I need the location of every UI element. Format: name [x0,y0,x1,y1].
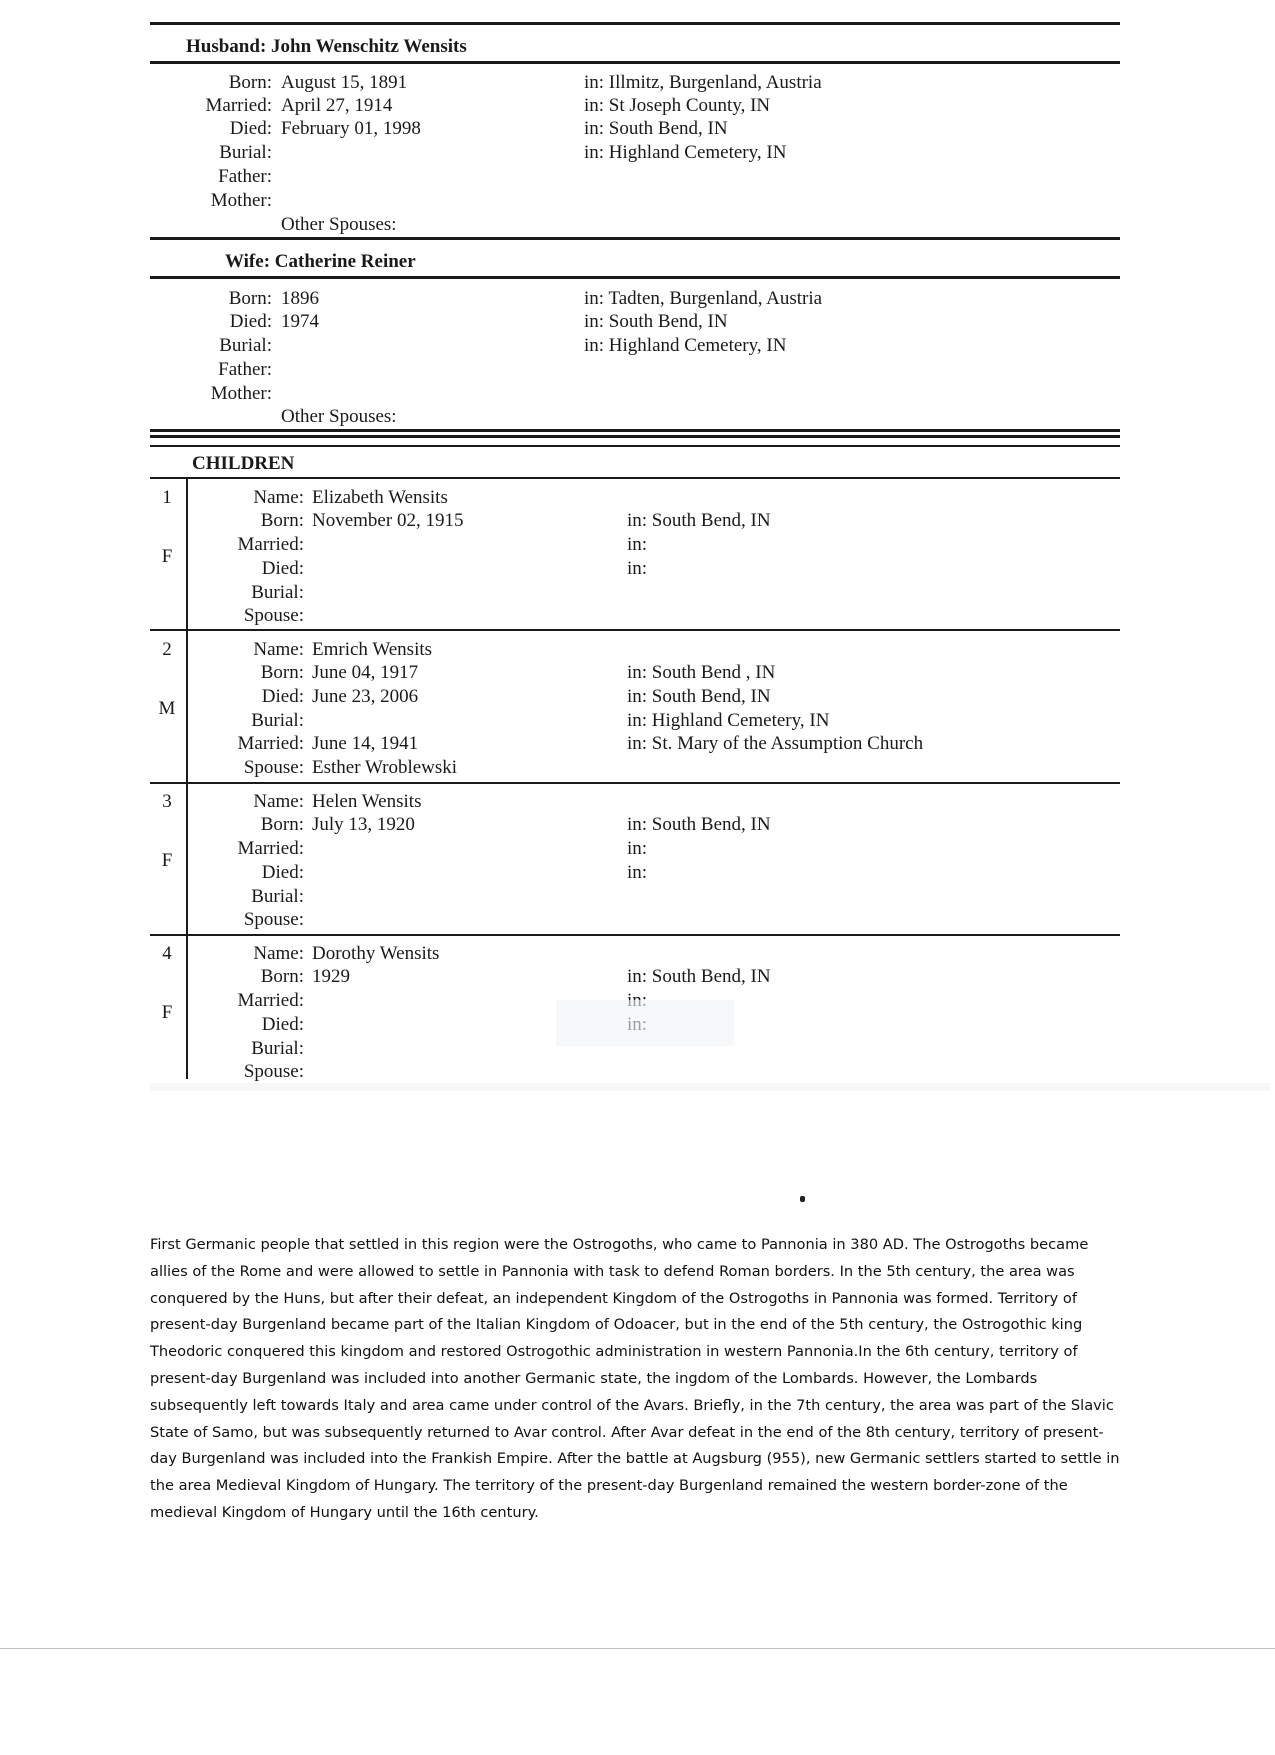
scan-smudge [556,1000,734,1046]
field-label: Mother: [210,190,272,211]
children-header: CHILDREN [192,453,295,474]
field-label: Burial: [251,1038,304,1059]
field-label: Born: [228,72,272,93]
field-value: July 13, 1920 [312,814,415,835]
field-label: Spouse: [243,1061,304,1082]
field-value: 1896 [281,288,319,309]
field-label: Married: [237,534,304,555]
field-label: Born: [260,662,304,683]
field-place: in: Highland Cemetery, IN [584,335,787,356]
husband-header-label: Husband: [186,36,267,57]
field-place: in: South Bend, IN [584,118,728,139]
field-label: Burial: [219,142,272,163]
field-place: in: St Joseph County, IN [584,95,771,116]
wife-other-spouses: Other Spouses: [281,406,397,427]
field-label: Spouse: [243,605,304,626]
children-rule-3 [150,445,1120,447]
husband-rule [150,61,1120,64]
field-label: Burial: [251,710,304,731]
field-label: Married: [205,95,272,116]
field-label: Died: [261,1014,304,1035]
child-sex: F [161,546,173,567]
child-sex: F [161,850,173,871]
field-label: Spouse: [243,909,304,930]
children-rule-2 [150,435,1120,438]
field-label: Died: [229,311,272,332]
field-label: Married: [237,733,304,754]
field-value: June 23, 2006 [312,686,419,707]
field-label: Died: [261,686,304,707]
field-label: Name: [253,943,304,964]
field-place: in: Illmitz, Burgenland, Austria [584,72,822,93]
field-label: Name: [253,791,304,812]
field-place: in: South Bend, IN [627,510,771,531]
field-label: Born: [260,966,304,987]
field-place: in: [627,534,648,555]
child-separator [150,629,1120,631]
field-value: February 01, 1998 [281,118,421,139]
ink-speck [800,1196,805,1202]
child-number: 2 [162,639,172,660]
page-bottom-edge [0,1648,1275,1649]
husband-other-spouses: Other Spouses: [281,214,397,235]
field-label: Died: [229,118,272,139]
field-value: Emrich Wensits [312,639,433,660]
field-label: Born: [260,814,304,835]
burgenland-history-paragraph: First Germanic people that settled in this region were the Ostrogoths, who came to Pannonia in 380 AD. The Ostrogoths became allies of the Rome and were allowed to settle in Pannonia with task to defend Roman borders. In the 5th century, the area was conquered by the Huns, but after their defeat, an independent Kingdom of the Ostrogoths in Pannonia was formed. Territory of present-day Burgenland became part of the Italian Kingdom of Odoacer, but in the end of the 5th century, the Ostrogothic king Theodoric conquered this kingdom and restored Ostrogothic administration in western Pannonia.In the 6th century, territory of present-day Burgenland was included into another Germanic state, the ingdom of the Lombards. However, the Lombards subsequently left towards Italy and area came under control of the Avars. Briefly, in the 7th century, the area was part of the Slavic State of Samo, but was subsequently returned to Avar control. After Avar defeat in the end of the 8th century, territory of present-day Burgenland was included into the Frankish Empire. After the battle at Augsburg (955), new Germanic settlers started to settle in the area Medieval Kingdom of Hungary. The territory of the present-day Burgenland remained the western border-zone of the medieval Kingdom of Hungary until the 16th century. [150,1236,1120,1521]
field-value: June 04, 1917 [312,662,419,683]
field-value: Dorothy Wensits [312,943,440,964]
field-value: November 02, 1915 [312,510,464,531]
field-label: Burial: [219,335,272,356]
field-place: in: St. Mary of the Assumption Church [627,733,924,754]
field-label: Mother: [210,383,272,404]
field-place: in: South Bend, IN [627,966,771,987]
field-place: in: Highland Cemetery, IN [584,142,787,163]
field-label: Died: [261,862,304,883]
field-place: in: [627,862,648,883]
field-value: April 27, 1914 [281,95,393,116]
child-number: 3 [162,791,172,812]
field-place: in: South Bend, IN [627,686,771,707]
field-label: Name: [253,639,304,660]
field-label: Born: [260,510,304,531]
field-label: Father: [218,166,272,187]
field-place: in: South Bend , IN [627,662,776,683]
child-sex: F [161,1002,173,1023]
field-value: Elizabeth Wensits [312,487,448,508]
field-label: Born: [228,288,272,309]
field-label: Spouse: [243,757,304,778]
field-place: in: Tadten, Burgenland, Austria [584,288,823,309]
paper-edge-shadow [150,1083,1270,1091]
top-rule [150,22,1120,25]
field-label: Died: [261,558,304,579]
wife-rule [150,276,1120,279]
child-sex: M [158,698,176,719]
husband-name: John Wenschitz Wensits [271,36,467,57]
field-place: in: [627,838,648,859]
field-value: August 15, 1891 [281,72,408,93]
field-label: Married: [237,990,304,1011]
children-header-rule [150,477,1120,479]
field-label: Burial: [251,886,304,907]
field-value: June 14, 1941 [312,733,419,754]
child-separator [150,934,1120,936]
field-label: Father: [218,359,272,380]
wife-header [225,251,416,273]
child-number: 4 [162,943,172,964]
field-place: in: Highland Cemetery, IN [627,710,830,731]
field-place: in: South Bend, IN [584,311,728,332]
field-place: in: [627,558,648,579]
field-value: Esther Wroblewski [312,757,458,778]
child-number: 1 [162,487,172,508]
child-separator [150,782,1120,784]
wife-name: Catherine Reiner [274,251,416,272]
field-value: 1929 [312,966,350,987]
field-label: Burial: [251,582,304,603]
children-rule-1 [150,429,1120,432]
field-value: Helen Wensits [312,791,422,812]
field-label: Name: [253,487,304,508]
field-label: Married: [237,838,304,859]
wife-top-rule [150,237,1120,240]
wife-header-label: Wife: [225,251,271,272]
field-place: in: South Bend, IN [627,814,771,835]
field-value: 1974 [281,311,319,332]
husband-header [186,36,467,58]
